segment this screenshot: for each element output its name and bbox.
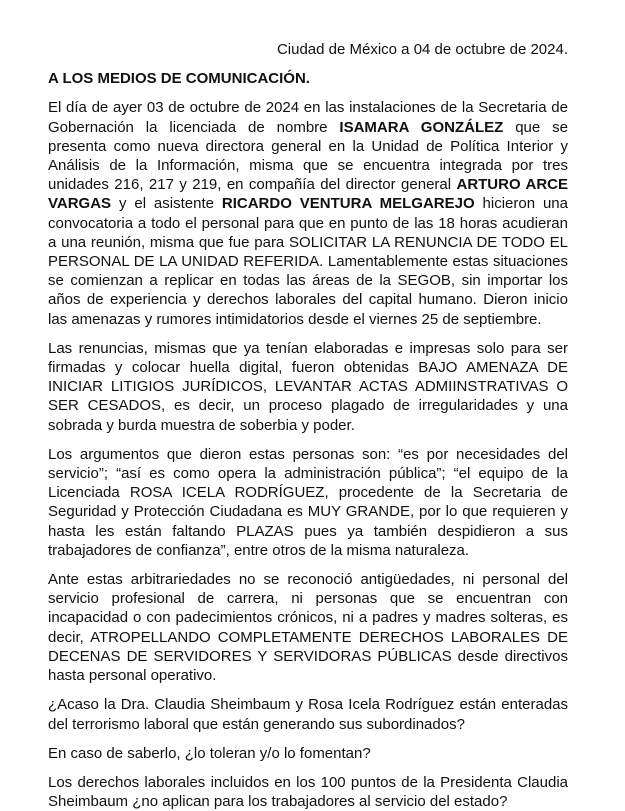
- paragraph-4: [48, 570, 568, 685]
- date-line: Ciudad de México a 04 de octubre de 2024.: [276, 41, 568, 58]
- paragraph-6-text: En caso de saberlo, ¿lo toleran y/o lo fomentan?: [48, 744, 371, 762]
- paragraph-5: [48, 695, 568, 733]
- addressee-heading: A LOS MEDIOS DE COMUNICACIÓN.: [48, 70, 310, 88]
- paragraph-1-text-4: hicieron una convocatoria a todo el personal para que en punto de las 18 horas acudieran a una reunión, misma que fue para SOLICITAR LA RENUNCIA DE TODO EL PERSONAL DE LA UNIDAD REFERIDA. Lamentablemente estas situaciones se comienzan a replicar en todas las áreas de la SEGOB, sin importar los años de experiencia y derechos laborales del capital humano. Dieron inicio las amenazas y rumores intimidatorios desde el viernes 25 de septiembre.: [48, 195, 568, 328]
- paragraph-1: [48, 98, 568, 328]
- name-arturo-arce-vargas: ARTURO ARCE VARGAS: [48, 176, 568, 213]
- paragraph-7: [48, 773, 568, 811]
- paragraph-1-text-2: que se presenta como nueva directora general en la Unidad de Política Interior y Análisis de la Información, misma que se encuentra integrada por tres unidades 216, 217 y 219, en compañía del director general: [48, 118, 568, 194]
- paragraph-3-text: Los argumentos que dieron estas personas son: “es por necesidades del servicio”; “así es como opera la administración pública”; “el equipo de la Licenciada ROSA ICELA RODRÍGUEZ, procedente de la Secretaria de Seguridad y Protección Ciudadana es MUY GRANDE, por lo que requieren y hasta les están faltando PLAZAS pues ya también despidieron a sus trabajadores de confianza”, entre otros de la misma naturaleza.: [48, 445, 568, 559]
- paragraph-7-text: Los derechos laborales incluidos en los 100 puntos de la Presidenta Claudia Sheimbaum ¿no aplican para los trabajadores al servicio del estado?: [48, 773, 568, 811]
- paragraph-6: [48, 744, 568, 763]
- paragraph-2-text: Las renuncias, mismas que ya tenían elaboradas e impresas solo para ser firmadas y colocar huella digital, fueron obtenidas BAJO AMENAZA DE INICIAR LITIGIOS JURÍDICOS, LEVANTAR ACTAS ADMIINSTRATIVAS O SER CESADOS, es decir, un proceso plagado de irregularidades y una sobrada y burda muestra de soberbia y poder.: [48, 339, 568, 434]
- paragraph-3: [48, 445, 568, 560]
- paragraph-5-text: ¿Acaso la Dra. Claudia Sheimbaum y Rosa Icela Rodríguez están enteradas del terrorismo laboral que están generando sus subordinados?: [48, 696, 568, 733]
- paragraph-1-text-1: El día de ayer 03 de octubre de 2024 en las instalaciones de la Secretaria de Gobernación la licenciada de nombre: [48, 99, 568, 136]
- name-ricardo-ventura-melgarejo: RICARDO VENTURA MELGAREJO: [221, 195, 475, 213]
- paragraph-2: [48, 339, 568, 435]
- name-isamara-gonzalez: ISAMARA GONZÁLEZ: [339, 118, 504, 136]
- paragraph-1-text-3: y el asistente: [111, 195, 222, 213]
- document-page: [48, 40, 568, 811]
- paragraph-4-text: Ante estas arbitrariedades no se reconoció antigüedades, ni personal del servicio profesional de carrera, ni personas que se encuentran con incapacidad o con padecimientos crónicos, ni a padres y madres solteras, es decir, ATROPELLANDO COMPLETAMENTE DERECHOS LABORALES DE DECENAS DE SERVIDORES Y SERVIDORAS PÚBLICAS desde directivos hasta personal operativo.: [48, 571, 568, 685]
